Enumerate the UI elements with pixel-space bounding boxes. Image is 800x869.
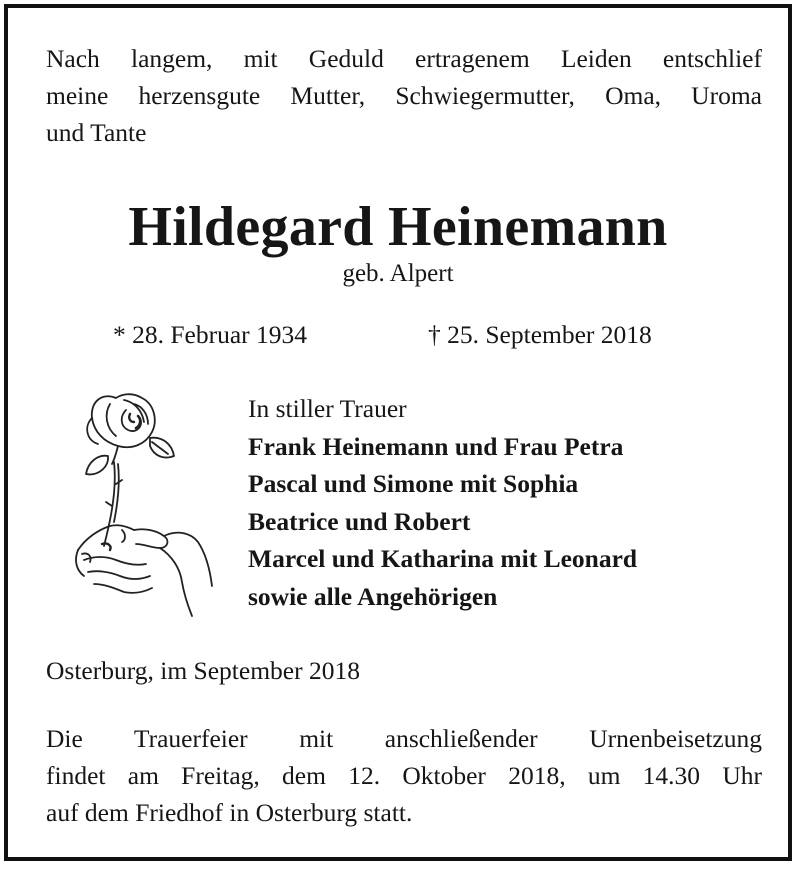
mourners-list	[248, 390, 637, 615]
ceremony-line: findet am Freitag, dem 12. Oktober 2018, um 14.30 Uhr	[46, 761, 762, 790]
mourner-name: Marcel und Katharina mit Leonard	[248, 544, 638, 573]
birth-date: * 28. Februar 1934	[113, 320, 308, 349]
intro-line: meine herzensgute Mutter, Schwiegermutter, Oma, Uroma	[46, 81, 762, 110]
obituary-notice	[4, 4, 792, 861]
intro-line: und Tante	[46, 118, 147, 147]
mourner-name: Beatrice und Robert	[248, 506, 471, 536]
deceased-name: Hildegard Heinemann	[128, 196, 668, 258]
ceremony-line: Die Trauerfeier mit anschließender Urnenbeisetzung	[46, 724, 762, 753]
intro-line: Nach langem, mit Geduld ertragenem Leiden entschlief	[46, 44, 762, 73]
mourner-name: Frank Heinemann und Frau Petra	[248, 431, 624, 461]
mourner-name: sowie alle Angehörigen	[248, 581, 498, 611]
rose-in-hand-icon	[64, 380, 234, 620]
mourning-phrase: In stiller Trauer	[248, 394, 407, 423]
mourner-name: Pascal und Simone mit Sophia	[248, 469, 579, 498]
death-date: † 25. September 2018	[428, 320, 652, 349]
ceremony-line: auf dem Friedhof in Osterburg statt.	[46, 798, 413, 827]
ceremony-notice	[46, 720, 762, 831]
intro-text	[46, 40, 762, 151]
maiden-name: geb. Alpert	[342, 260, 454, 287]
place-date: Osterburg, im September 2018	[46, 656, 360, 685]
